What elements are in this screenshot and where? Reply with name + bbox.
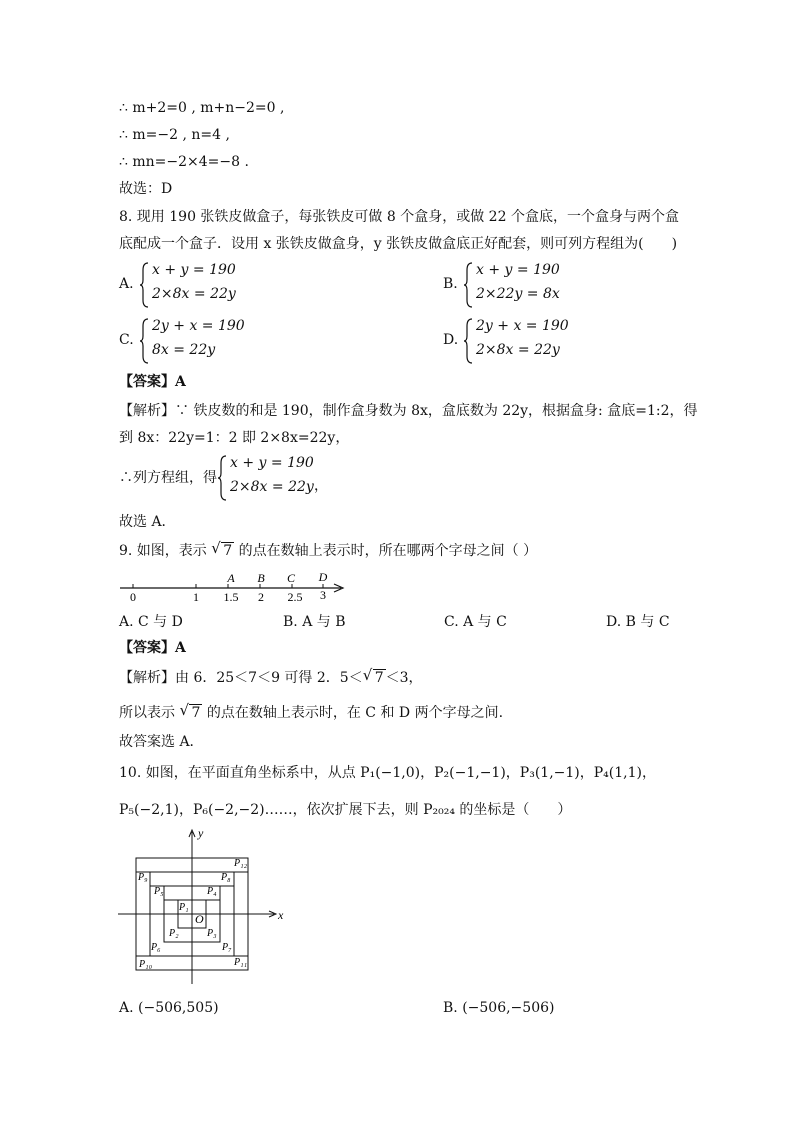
q9-explanation-1 bbox=[119, 668, 423, 688]
q8-explanation-4: 故选 A． bbox=[119, 514, 176, 530]
brace-icon bbox=[464, 262, 474, 308]
point-b-label: B bbox=[257, 571, 265, 585]
sqrt-symbol: √ 7 bbox=[362, 666, 384, 686]
number-line bbox=[115, 568, 355, 606]
answer-choice-line: 故选：D bbox=[119, 181, 173, 197]
q8-a-eq2: 2×8x = 22y bbox=[152, 286, 236, 302]
q9-option-a: A. C 与 D bbox=[119, 614, 183, 630]
p10-label: P₁₀ bbox=[139, 959, 153, 970]
q8-option-c-label: C. bbox=[119, 332, 134, 348]
q9-explanation-3: 故答案选 A． bbox=[119, 734, 204, 750]
p4-label: P₄ bbox=[207, 886, 217, 897]
question-10-text-2: P₅(−2,1)，P₆(−2,−2)……，依次扩展下去，则 P₂₀₂₄ 的坐标是（ ） bbox=[119, 802, 572, 818]
q8-b-eq2: 2×22y = 8x bbox=[476, 286, 560, 302]
p8-label: P₈ bbox=[221, 872, 231, 883]
q8-answer: 【答案】A bbox=[119, 374, 186, 390]
q8-explanation-3: ∴列方程组，得 bbox=[119, 470, 217, 486]
p7-label: P₇ bbox=[222, 942, 232, 953]
q8-option-c-system bbox=[140, 318, 300, 364]
q8-c-eq2: 8x = 22y bbox=[152, 342, 216, 358]
tick-3: 3 bbox=[320, 588, 326, 602]
q8-explanation-2: 到 8x：22y=1：2 即 2×8x=22y， bbox=[119, 430, 350, 446]
q8-exp-eq1: x + y = 190 bbox=[230, 455, 314, 471]
q8-option-d-system bbox=[464, 318, 624, 364]
q8-option-b-label: B. bbox=[443, 276, 458, 292]
q9-text-pre: 9. 如图，表示 bbox=[119, 543, 207, 559]
q9-exp2-post: 的点在数轴上表示时，在 C 和 D 两个字母之间. bbox=[206, 705, 504, 721]
sqrt-symbol: √ 7 bbox=[179, 701, 201, 721]
question-8-text-1: 8. 现用 190 张铁皮做盒子，每张铁皮可做 8 个盒身，或做 22 个盒底，一个盒身与两个盒 bbox=[119, 209, 679, 225]
spiral-coordinate-figure bbox=[118, 826, 288, 986]
q8-c-eq1: 2y + x = 190 bbox=[152, 318, 245, 334]
y-axis-label: y bbox=[198, 826, 204, 840]
brace-icon bbox=[218, 455, 228, 501]
q10-option-a: A. (−506,505) bbox=[119, 1000, 219, 1016]
q9-exp-post: ＜3， bbox=[385, 670, 423, 686]
solution-line-1: ∴ m+2=0 , m+n−2=0 , bbox=[119, 100, 285, 116]
p1-label: P₁ bbox=[179, 902, 189, 913]
point-c-label: C bbox=[286, 571, 296, 585]
question-10-text-1: 10. 如图，在平面直角坐标系中，从点 P₁(−1,0)，P₂(−1,−1)，P₃(1,−1)，P₄(1,1)， bbox=[119, 765, 656, 781]
solution-line-3: ∴ mn=−2×4=−8 . bbox=[119, 154, 249, 170]
p9-label: P₉ bbox=[138, 872, 148, 883]
tick-2-5: 2.5 bbox=[287, 590, 303, 604]
origin-label: O bbox=[195, 912, 204, 926]
point-d-label: D bbox=[318, 570, 328, 584]
question-8-text-2: 底配成一个盒子．设用 x 张铁皮做盒身，y 张铁皮做盒底正好配套，则可列方程组为( ) bbox=[119, 236, 678, 252]
p3-label: P₃ bbox=[207, 928, 217, 939]
solution-line-2: ∴ m=−2 , n=4 , bbox=[119, 127, 230, 143]
q9-explanation-2 bbox=[119, 703, 503, 723]
q9-option-b: B. A 与 B bbox=[283, 614, 346, 630]
point-a-label: A bbox=[227, 571, 235, 585]
sqrt-symbol: √ 7 bbox=[211, 539, 233, 559]
q9-option-d: D. B 与 C bbox=[606, 614, 670, 630]
tick-1-5: 1.5 bbox=[223, 590, 239, 604]
q9-text-post: 的点在数轴上表示时，所在哪两个字母之间（ ） bbox=[238, 543, 538, 559]
q8-exp-comma: ， bbox=[314, 478, 328, 494]
question-9-text bbox=[119, 541, 537, 561]
brace-icon bbox=[140, 318, 150, 364]
q8-explanation-1: 【解析】∵ 铁皮数的和是 190，制作盒身数为 8x，盒底数为 22y，根据盒身: 盒底=1:2，得 bbox=[119, 403, 698, 419]
p5-label: P₅ bbox=[154, 886, 164, 897]
q9-exp-pre: 【解析】由 6．25＜7＜9 可得 2．5＜ bbox=[119, 670, 363, 686]
tick-1: 1 bbox=[193, 590, 199, 604]
tick-2: 2 bbox=[258, 590, 264, 604]
q8-b-eq1: x + y = 190 bbox=[476, 262, 560, 278]
brace-icon bbox=[140, 262, 150, 308]
q8-a-eq1: x + y = 190 bbox=[152, 262, 236, 278]
q8-option-b-system bbox=[464, 262, 624, 308]
q9-option-c: C. A 与 C bbox=[444, 614, 507, 630]
q9-exp2-pre: 所以表示 bbox=[119, 705, 175, 721]
p12-label: P₁₂ bbox=[234, 858, 248, 869]
brace-icon bbox=[464, 318, 474, 364]
q8-d-eq2: 2×8x = 22y bbox=[476, 342, 560, 358]
q10-option-b: B. (−506,−506) bbox=[443, 1000, 555, 1016]
p6-label: P₆ bbox=[151, 942, 161, 953]
x-axis-label: x bbox=[278, 908, 284, 922]
q9-answer: 【答案】A bbox=[119, 640, 186, 656]
q8-option-a-label: A. bbox=[119, 276, 134, 292]
tick-0: 0 bbox=[130, 590, 136, 604]
p2-label: P₂ bbox=[169, 928, 179, 939]
q8-option-d-label: D. bbox=[443, 332, 459, 348]
p11-label: P₁₁ bbox=[234, 957, 248, 968]
q8-d-eq1: 2y + x = 190 bbox=[476, 318, 569, 334]
q8-option-a-system bbox=[140, 262, 300, 308]
q8-explanation-system bbox=[218, 455, 348, 501]
q8-exp-eq2: 2×8x = 22y bbox=[230, 479, 314, 495]
